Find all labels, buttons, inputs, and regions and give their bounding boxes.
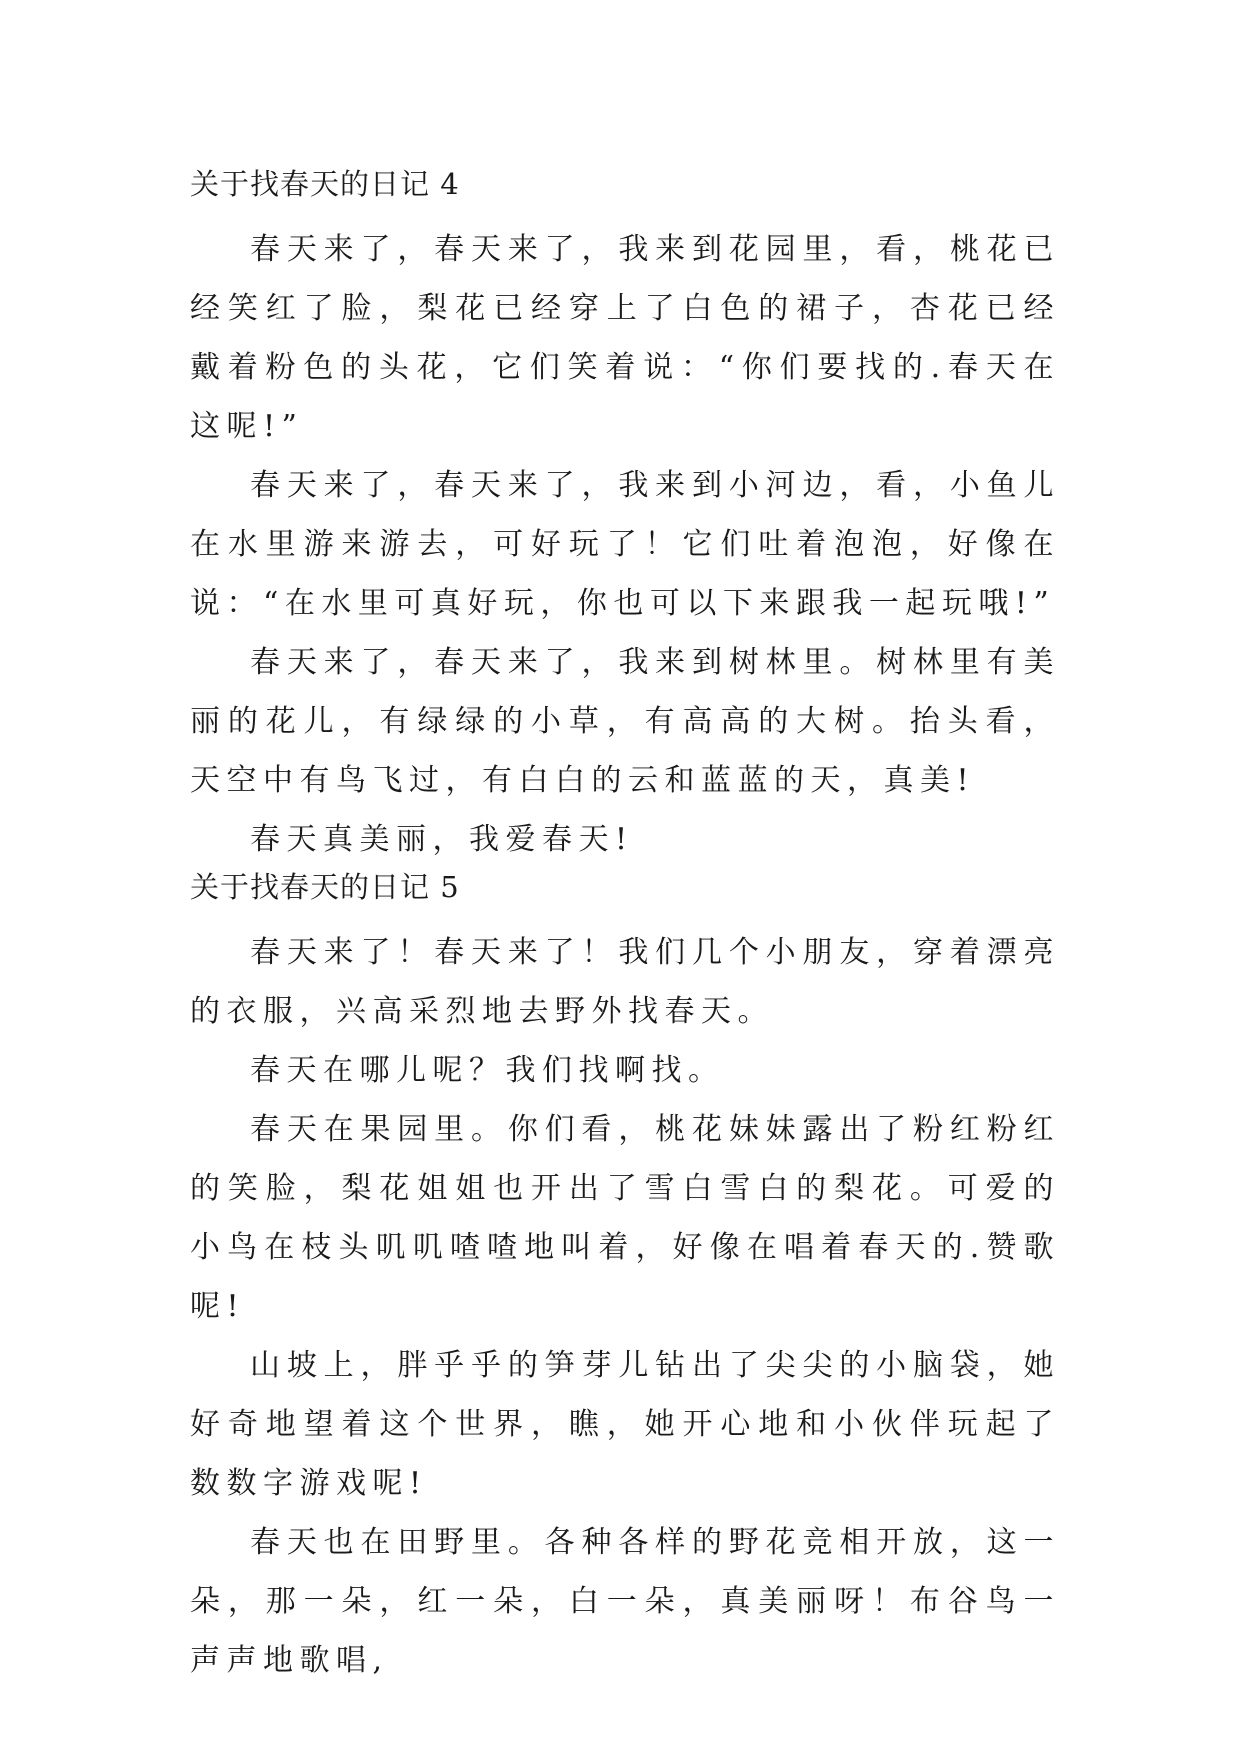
- paragraph: 春天来了，春天来了，我来到树林里。树林里有美丽的花儿，有绿绿的小草，有高高的大树。抬头看，天空中有鸟飞过，有白白的云和蓝蓝的天，真美!: [190, 645, 1060, 798]
- diary-entry-5: [190, 865, 1060, 1690]
- paragraph: 春天也在田野里。各种各样的野花竞相开放，这一朵，那一朵，红一朵，白一朵，真美丽呀！布谷鸟一声声地歌唱,: [190, 1525, 1060, 1678]
- paragraph: 春天在哪儿呢？我们找啊找。: [250, 1053, 725, 1088]
- paragraph: 春天真美丽，我爱春天!: [250, 822, 634, 857]
- paragraph: 山坡上，胖乎乎的笋芽儿钻出了尖尖的小脑袋，她好奇地望着这个世界，瞧，她开心地和小伙伴玩起了数数字游戏呢!: [190, 1348, 1060, 1501]
- paragraph: 春天来了，春天来了，我来到小河边，看，小鱼儿在水里游来游去，可好玩了！它们吐着泡泡，好像在说：“在水里可真好玩，你也可以下来跟我一起玩哦!”: [190, 468, 1060, 621]
- paragraph: 春天来了！春天来了！我们几个小朋友，穿着漂亮的衣服，兴高采烈地去野外找春天。: [190, 935, 1060, 1029]
- paragraph: 春天在果园里。你们看，桃花妹妹露出了粉红粉红的笑脸，梨花姐姐也开出了雪白雪白的梨花。可爱的小鸟在枝头叽叽喳喳地叫着，好像在唱着春天的.赞歌呢!: [190, 1112, 1060, 1324]
- paragraph: 春天来了，春天来了，我来到花园里，看，桃花已经笑红了脸，梨花已经穿上了白色的裙子，杏花已经戴着粉色的头花，它们笑着说：“你们要找的.春天在这呢!”: [190, 232, 1060, 444]
- diary-entry-4: [190, 162, 1060, 869]
- entry-title: 关于找春天的日记 5: [190, 870, 460, 904]
- entry-title: 关于找春天的日记 4: [190, 167, 460, 201]
